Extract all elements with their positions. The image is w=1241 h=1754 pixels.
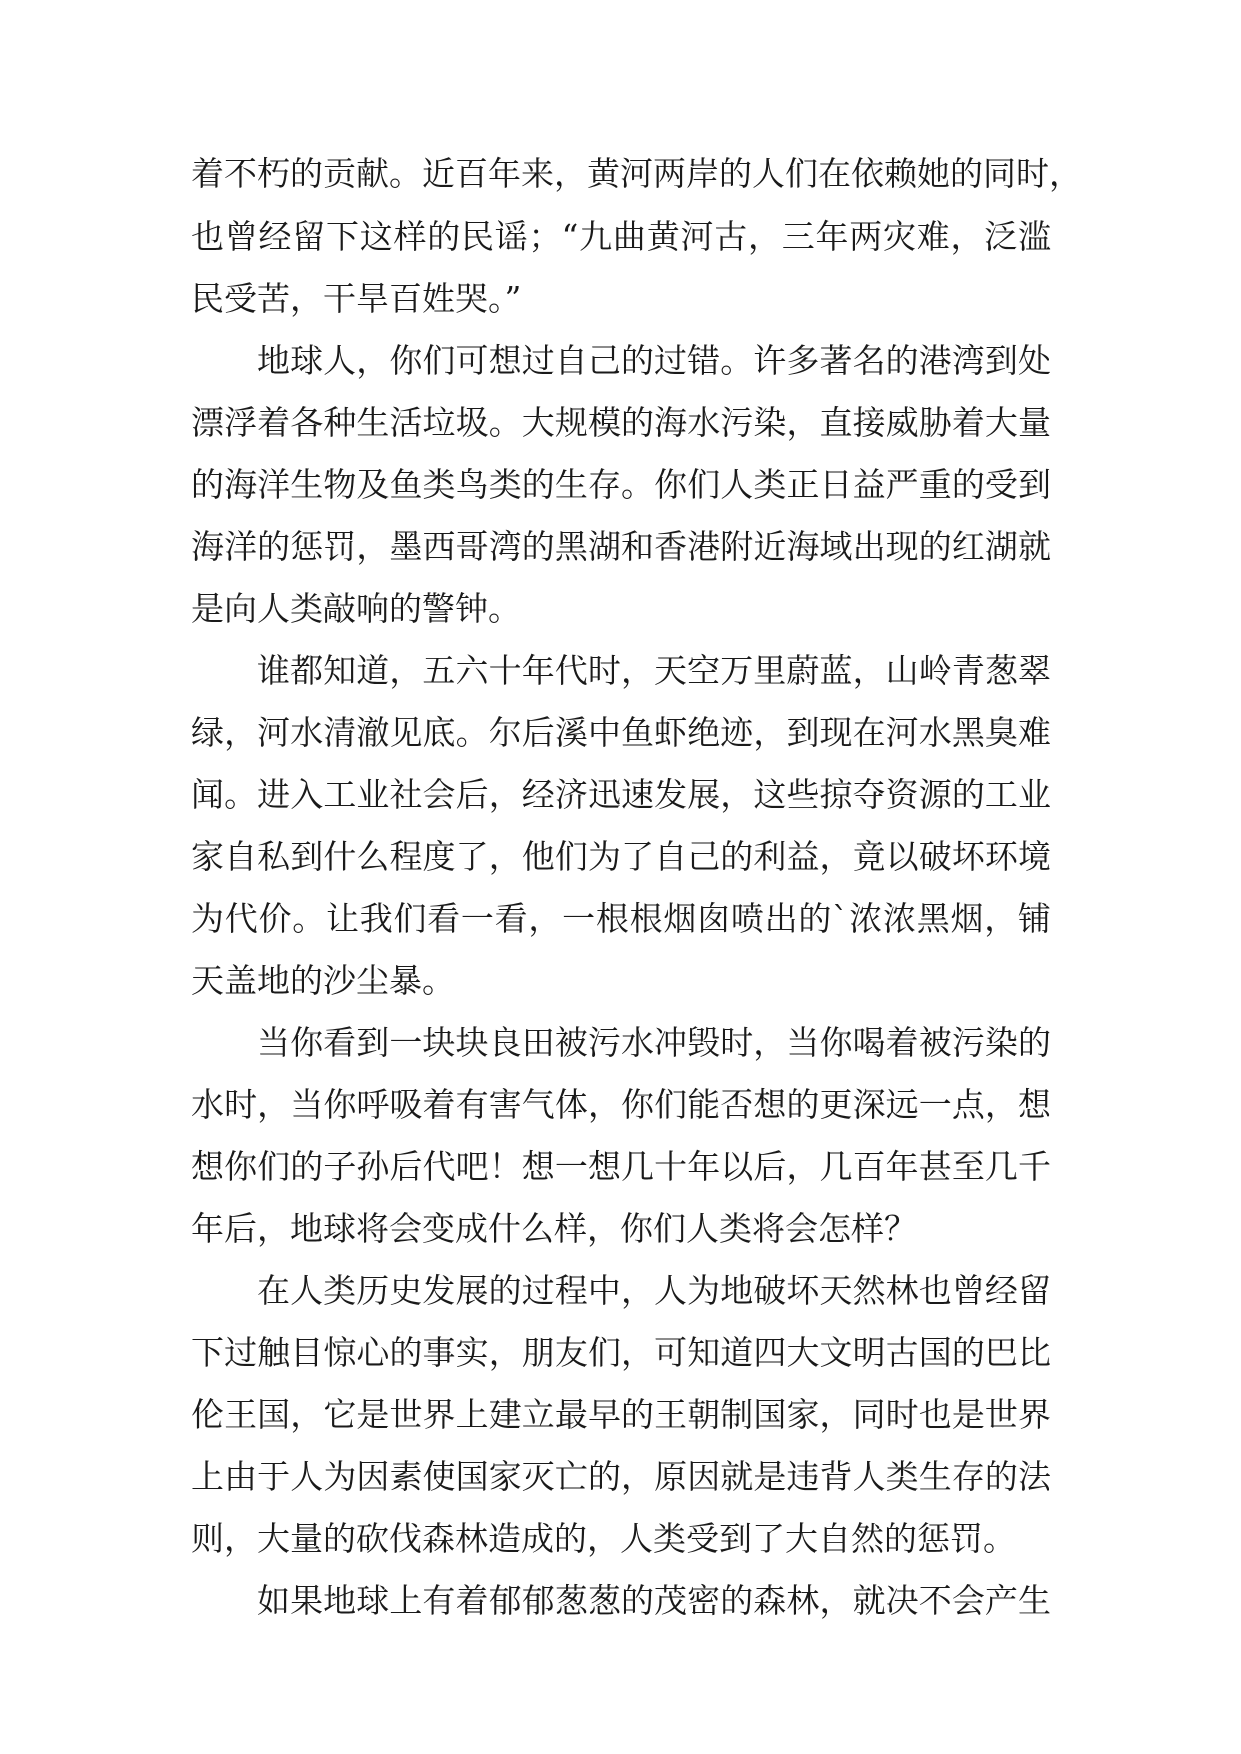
text-line: 为代价。让我们看一看，一根根烟囱喷出的`浓浓黑烟，铺 [191,899,1051,938]
paragraph-first-line: 地球人，你们可想过自己的过错。许多著名的港湾到处 [257,341,1051,380]
text-line: 水时，当你呼吸着有害气体，你们能否想的更深远一点，想 [191,1085,1051,1124]
paragraph-first-line: 如果地球上有着郁郁葱葱的茂密的森林，就决不会产生 [257,1581,1051,1620]
text-line: 伦王国，它是世界上建立最早的王朝制国家，同时也是世界 [191,1395,1051,1434]
text-line: 上由于人为因素使国家灭亡的，原因就是违背人类生存的法 [191,1457,1051,1496]
text-line: 漂浮着各种生活垃圾。大规模的海水污染，直接威胁着大量 [191,403,1051,442]
text-line: 家自私到什么程度了，他们为了自己的利益，竟以破坏环境 [191,837,1051,876]
text-line: 年后，地球将会变成什么样，你们人类将会怎样？ [191,1209,917,1248]
paragraph-first-line: 在人类历史发展的过程中，人为地破坏天然林也曾经留 [257,1271,1051,1310]
text-line: 着不朽的贡献。近百年来，黄河两岸的人们在依赖她的同时， [191,154,1082,193]
text-line: 则，大量的砍伐森林造成的，人类受到了大自然的惩罚。 [191,1519,1016,1558]
text-line: 想你们的子孙后代吧！想一想几十年以后，几百年甚至几千 [191,1147,1051,1186]
text-line: 闻。进入工业社会后，经济迅速发展，这些掠夺资源的工业 [191,775,1051,814]
text-line: 海洋的惩罚，墨西哥湾的黑湖和香港附近海域出现的红湖就 [191,527,1051,566]
text-line: 的海洋生物及鱼类鸟类的生存。你们人类正日益严重的受到 [191,465,1051,504]
text-line: 是向人类敲响的警钟。 [191,589,521,628]
text-line: 也曾经留下这样的民谣；“九曲黄河古，三年两灾难，泛滥 [191,217,1051,256]
text-line: 民受苦，干旱百姓哭。” [191,279,522,318]
paragraph-first-line: 当你看到一块块良田被污水冲毁时，当你喝着被污染的 [257,1023,1051,1062]
text-line: 天盖地的沙尘暴。 [191,961,455,1000]
text-line: 下过触目惊心的事实，朋友们，可知道四大文明古国的巴比 [191,1333,1051,1372]
paragraph-first-line: 谁都知道，五六十年代时，天空万里蔚蓝，山岭青葱翠 [257,651,1051,690]
text-line: 绿，河水清澈见底。尔后溪中鱼虾绝迹，到现在河水黑臭难 [191,713,1051,752]
